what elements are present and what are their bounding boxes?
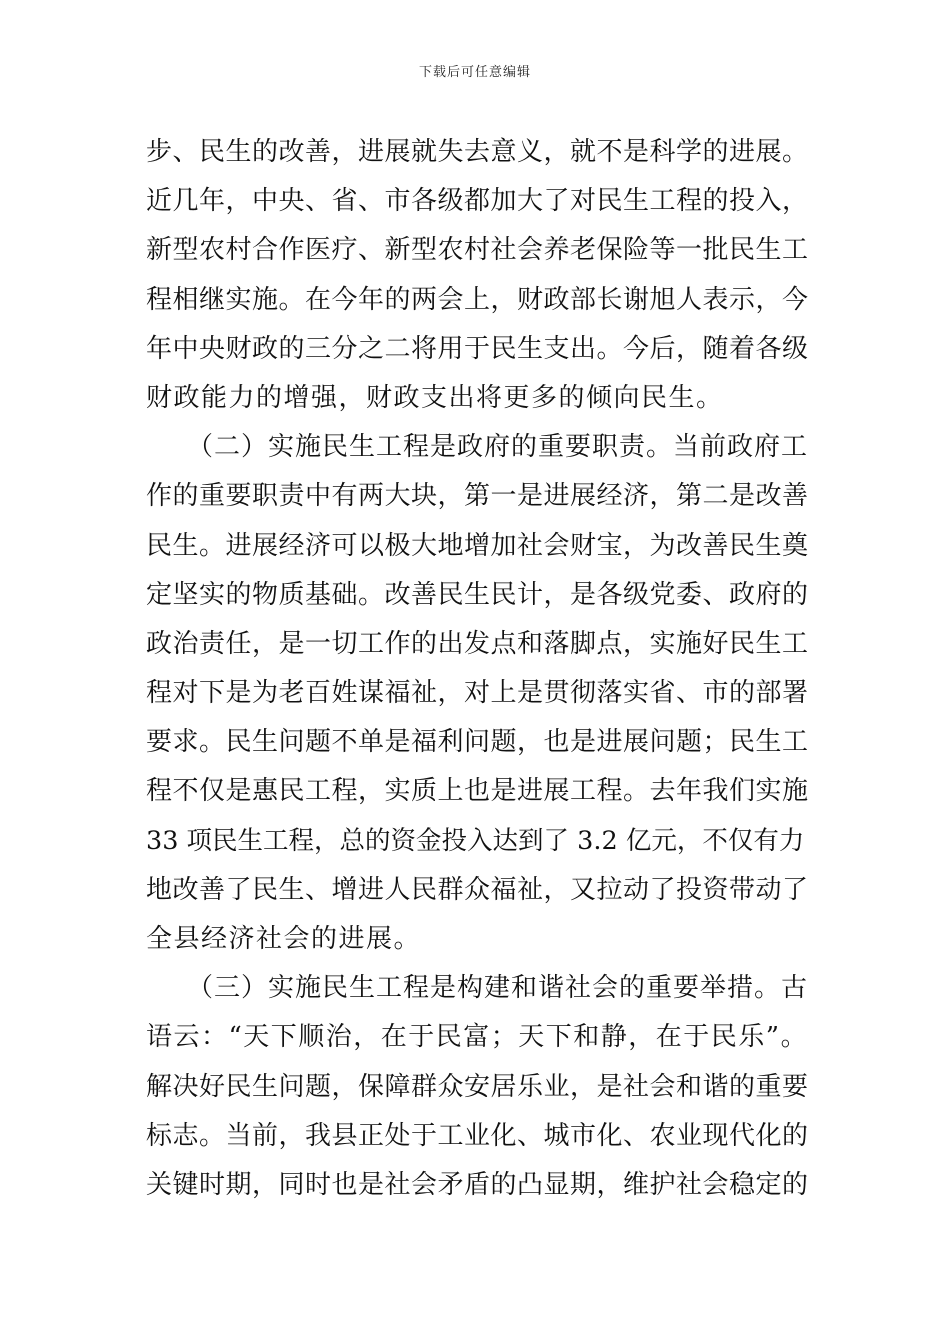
- text-line: 程对下是为老百姓谋福祉，对上是贯彻落实省、市的部署: [146, 678, 809, 709]
- page-header: 下载后可任意编辑: [418, 65, 531, 80]
- text-line: 政治责任，是一切工作的出发点和落脚点，实施好民生工: [146, 628, 809, 659]
- text-line: 民生。进展经济可以极大地增加社会财宝，为改善民生奠: [146, 530, 809, 561]
- text-line: 新型农村合作医疗、新型农村社会养老保险等一批民生工: [146, 235, 809, 266]
- text-line: 近几年，中央、省、市各级都加大了对民生工程的投入，: [146, 186, 809, 217]
- text-line: 语云：“天下顺治，在于民富；天下和静，在于民乐”。: [146, 1022, 809, 1053]
- text-line: 程不仅是惠民工程，实质上也是进展工程。去年我们实施: [146, 776, 809, 807]
- paragraph-heading-line: （二）实施民生工程是政府的重要职责。当前政府工: [146, 432, 809, 463]
- text-line: 解决好民生问题，保障群众安居乐业，是社会和谐的重要: [146, 1071, 809, 1102]
- text-line: 步、民生的改善，进展就失去意义，就不是科学的进展。: [146, 137, 809, 167]
- text-line: 33 项民生工程，总的资金投入达到了 3.2 亿元，不仅有力: [146, 825, 805, 856]
- text-line: 作的重要职责中有两大块，第一是进展经济，第二是改善: [146, 481, 809, 512]
- text-line: 标志。当前，我县正处于工业化、城市化、农业现代化的: [146, 1120, 809, 1151]
- text-line: 要求。民生问题不单是福利问题，也是进展问题；民生工: [146, 727, 809, 758]
- text-line: 关键时期，同时也是社会矛盾的凸显期，维护社会稳定的: [146, 1169, 809, 1200]
- text-line: 程相继实施。在今年的两会上，财政部长谢旭人表示，今: [146, 284, 809, 315]
- paragraph-heading-line: （三）实施民生工程是构建和谐社会的重要举措。古: [146, 973, 809, 1004]
- text-line: 全县经济社会的进展。: [146, 924, 422, 954]
- text-line: 地改善了民生、增进人民群众福祉，又拉动了投资带动了: [146, 874, 809, 905]
- text-line: 财政能力的增强，财政支出将更多的倾向民生。: [146, 382, 724, 413]
- body-text: [146, 128, 809, 1210]
- text-line: 年中央财政的三分之二将用于民生支出。今后，随着各级: [146, 333, 809, 364]
- text-line: 定坚实的物质基础。改善民生民计，是各级党委、政府的: [146, 579, 809, 610]
